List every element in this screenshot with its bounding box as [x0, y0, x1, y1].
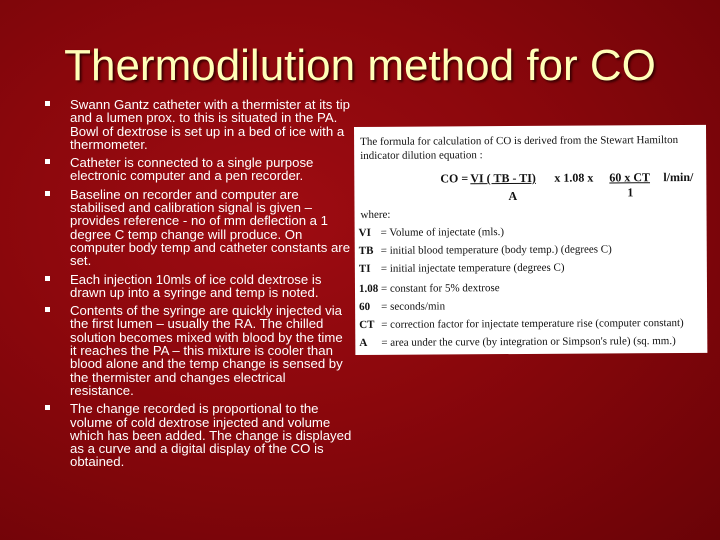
definition-row: [359, 243, 612, 258]
square-bullet-icon: [45, 101, 50, 106]
bullet-text: Swann Gantz catheter with a thermister at its tip and a lumen prox. to this is situated in the PA. Bowl of dextrose is set up in a bed of ice with a thermometer.: [70, 97, 350, 152]
definition-text: = correction factor for injectate temperature rise (computer constant): [381, 316, 684, 331]
bullet-item: [44, 402, 352, 468]
square-bullet-icon: [45, 405, 50, 410]
definition-row: [359, 335, 675, 350]
definition-symbol: 60: [359, 300, 371, 313]
definition-symbol: 1.08: [358, 282, 379, 295]
bullet-item: [44, 304, 352, 397]
definition-text: = constant for 5% dextrose: [380, 282, 500, 295]
formula-lhs: CO =: [440, 171, 469, 186]
formula-where: where:: [360, 208, 391, 221]
definition-row: [359, 300, 445, 314]
bullet-text: Contents of the syringe are quickly injected via the first lumen – usually the RA. The chilled solution becomes mixed with blood by the time it reaches the PA – this mixture is cooler than blood alone and the temp change is sensed by the thermister and changes electrical resistance.: [70, 303, 343, 398]
definition-row: [359, 282, 500, 296]
formula-fraction2-numerator: 60 x CT: [609, 170, 651, 185]
bullet-item: [44, 156, 352, 183]
definition-symbol: A: [359, 336, 368, 349]
bullet-item: [44, 273, 352, 300]
definition-symbol: TB: [358, 244, 374, 257]
bullet-list: [44, 98, 352, 474]
bullet-text: Catheter is connected to a single purpose electronic computer and a pen recorder.: [70, 155, 314, 184]
definition-text: = initial blood temperature (body temp.) (degrees C): [380, 243, 612, 257]
definition-row: [359, 226, 504, 240]
definition-symbol: TI: [358, 262, 371, 275]
slide-title: Thermodilution method for CO: [64, 41, 656, 90]
formula-fraction2-denominator: 1: [627, 185, 634, 200]
bullet-item: [44, 98, 352, 151]
definition-text: = area under the curve (by integration or Simpson's rule) (sq. mm.): [381, 335, 676, 349]
bullet-text: Each injection 10mls of ice cold dextrose is drawn up into a syringe and temp is noted.: [70, 271, 322, 300]
definition-text: = initial injectate temperature (degrees C): [380, 261, 565, 275]
formula-denominator: A: [508, 189, 518, 204]
square-bullet-icon: [45, 159, 50, 164]
bullet-item: [44, 188, 352, 268]
definition-symbol: VI: [358, 226, 371, 239]
square-bullet-icon: [45, 191, 50, 196]
definition-symbol: CT: [359, 318, 375, 331]
formula-units: l/min/: [663, 169, 694, 185]
formula-intro: The formula for calculation of CO is derived from the Stewart Hamilton indicator dilution equation :: [360, 134, 679, 162]
definition-text: = seconds/min: [381, 300, 446, 313]
definition-text: = Volume of injectate (mls.): [380, 226, 505, 239]
definition-row: [359, 262, 565, 276]
bullet-text: The change recorded is proportional to the volume of cold dextrose injected and volume which has been added. The change is displayed as a curve and a digital display of the CO is obtained.: [70, 401, 352, 470]
definition-row: [359, 317, 684, 332]
formula-factor: x 1.08 x: [554, 170, 594, 185]
square-bullet-icon: [45, 276, 50, 281]
square-bullet-icon: [45, 307, 50, 312]
formula-numerator: VI ( TB - TI): [470, 170, 536, 186]
formula-image: [354, 125, 707, 355]
bullet-text: Baseline on recorder and computer are stabilised and calibration signal is given – provides reference - no of mm deflection a 1 degree C temp change will produce. On computer body temp and catheter constants are set.: [70, 186, 351, 269]
